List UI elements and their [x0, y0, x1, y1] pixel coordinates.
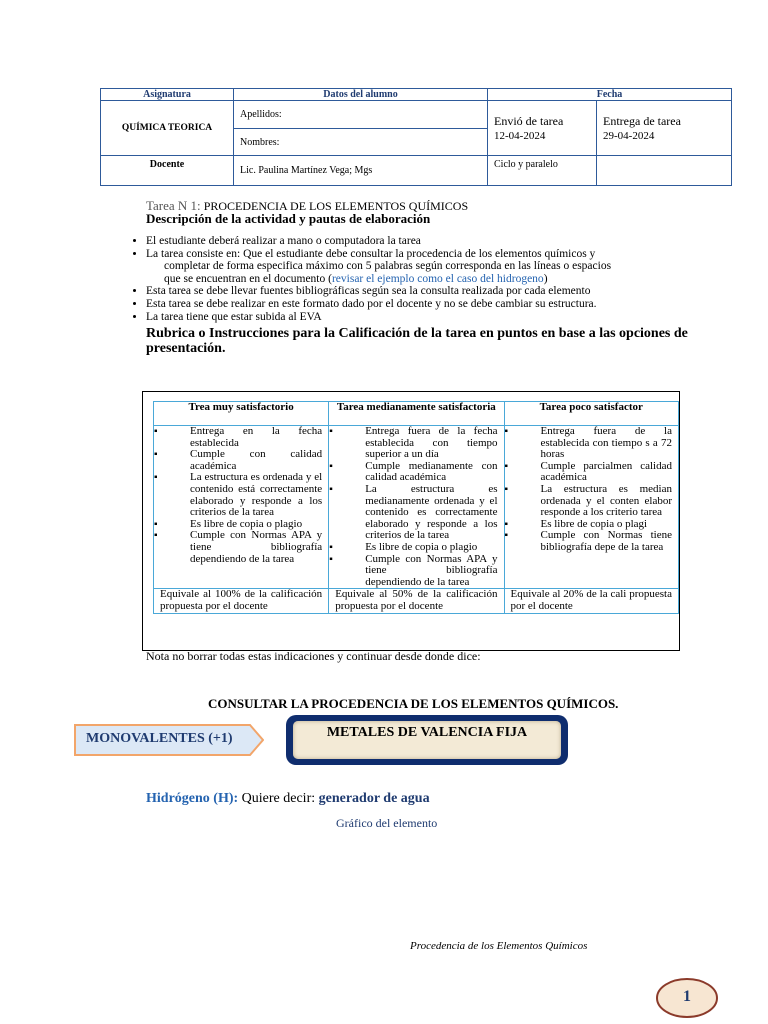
- rubric-criterion: ▪ Es libre de copia o plagio: [190, 519, 322, 531]
- metales-title: METALES DE VALENCIA FIJA: [326, 725, 528, 740]
- rubric-criterion: ▪ Entrega fuera de la establecida con tiempo s a 72 horas: [541, 426, 673, 461]
- rubric-criterion: ▪ La estructura es ordenada y el contenido está correctamente elaborado y responde a los criterios de la tarea: [190, 472, 322, 518]
- envio-label: Envió de tarea: [494, 113, 564, 128]
- rubric-criterion: ▪ Cumple con Normas APA y tiene bibliografía dependiendo de la tarea: [365, 554, 497, 589]
- list-item: • Esta tarea se debe realizar en este formato dado por el docente y no se debe cambiar su estructura.: [146, 298, 726, 311]
- rubric-header: Tarea poco satisfactor: [504, 402, 679, 426]
- metales-inner: [293, 721, 561, 759]
- entrega-cell: [597, 101, 732, 156]
- rubric-criterion: ▪ Entrega fuera de la fecha establecida con tiempo superior a un día: [365, 426, 497, 461]
- page-footer: Procedencia de los Elementos Químicos: [410, 940, 588, 952]
- hidrogeno-label: Hidrógeno (H):: [146, 791, 239, 806]
- entrega-label: Entrega de tarea: [603, 113, 681, 128]
- instructions-list: [110, 235, 726, 323]
- header-asignatura: Asignatura: [101, 89, 234, 101]
- rubric-criterion: ▪ Cumple con calidad académica: [190, 449, 322, 472]
- list-item: • La tarea tiene que estar subida al EVA: [146, 311, 726, 324]
- ciclo-value[interactable]: [597, 156, 732, 186]
- ciclo-label: Ciclo y paralelo: [488, 156, 597, 186]
- nota-text: Nota no borrar todas estas indicaciones y continuar desde donde dice:: [146, 649, 481, 663]
- rubric-equivalence: Equivale al 50% de la calificación propuesta por el docente: [329, 589, 504, 613]
- rubric-criterion: ▪ Cumple con Normas APA y tiene bibliografía dependiendo de la tarea: [190, 530, 322, 565]
- list-item-text: completar de forma especifica máximo con 5 palabras según corresponda en las líneas o espacios: [164, 260, 612, 273]
- rubric-box: [142, 391, 680, 651]
- grafico-label: Gráfico del elemento: [336, 816, 438, 830]
- header-table: [100, 88, 732, 186]
- rubric-criterion: ▪ Cumple medianamente con calidad académica: [365, 461, 497, 484]
- nombres-field[interactable]: Nombres:: [234, 129, 488, 156]
- list-item: • El estudiante deberá realizar a mano o computadora la tarea: [146, 235, 726, 248]
- list-item-text: que se encuentran en el documento (: [164, 272, 332, 285]
- rubric-criterion: ▪ Cumple con Normas tiene bibliografía depe de la tarea: [541, 530, 673, 553]
- rubric-col-2: [329, 426, 504, 589]
- header-fecha: Fecha: [488, 89, 732, 101]
- asignatura-value: QUÍMICA TEORICA: [101, 101, 234, 156]
- rubric-criterion: ▪ Es libre de copia o plagi: [541, 519, 673, 531]
- rubric-equivalence: Equivale al 100% de la calificación propuesta por el docente: [154, 589, 329, 613]
- list-item: [146, 248, 726, 286]
- rubric-col-3: [504, 426, 679, 589]
- apellidos-field[interactable]: Apellidos:: [234, 101, 488, 129]
- rubrica-title: Rubrica o Instrucciones para la Calificación de la tarea en puntos en base a las opciones de presentación.: [146, 326, 688, 356]
- envio-cell: [488, 101, 597, 156]
- rubric-criterion: ▪ Es libre de copia o plagio: [365, 542, 497, 554]
- tarea-name: PROCEDENCIA DE LOS ELEMENTOS QUÍMICOS: [203, 199, 469, 213]
- tarea-label: Tarea N 1:: [146, 198, 201, 213]
- docente-label: Docente: [101, 156, 234, 186]
- hidrogeno-line: [146, 791, 430, 807]
- rubric-criterion: ▪ Cumple parcialmen calidad académica: [541, 461, 673, 484]
- section-title: CONSULTAR LA PROCEDENCIA DE LOS ELEMENTOS QUÍMICOS.: [208, 696, 619, 711]
- metales-box: [286, 715, 568, 765]
- page-number-badge: [656, 978, 718, 1018]
- rubric-header: Trea muy satisfactorio: [154, 402, 329, 426]
- rubric-col-1: [154, 426, 329, 589]
- docente-value: Lic. Paulina Martínez Vega; Mgs: [234, 156, 488, 186]
- rubric-table: [153, 401, 679, 614]
- rubric-equivalence: Equivale al 20% de la cali propuesta por el docente: [504, 589, 679, 613]
- rubric-criterion: ▪ Entrega en la fecha establecida: [190, 426, 322, 449]
- rubric-criterion: ▪ La estructura es medianamente ordenada y el contenido es correctamente elaborado y responde a los criterios de la tarea: [365, 484, 497, 542]
- list-item-text: ): [543, 272, 548, 285]
- envio-date: 12-04-2024: [494, 129, 546, 142]
- list-item-text: La tarea consiste en: Que el estudiante debe consultar la procedencia de los elementos químicos y: [146, 247, 596, 260]
- example-link[interactable]: revisar el ejemplo como el caso del hidrogeno: [331, 272, 544, 285]
- monovalentes-label: MONOVALENTES (+1): [86, 731, 233, 746]
- hidrogeno-text: Quiere decir:: [238, 791, 319, 806]
- tarea-description: Descripción de la actividad y pautas de elaboración: [146, 211, 431, 226]
- header-datos-alumno: Datos del alumno: [234, 89, 488, 101]
- rubric-criterion: ▪ La estructura es median ordenada y el conten elabor responde a los criterio tarea: [541, 484, 673, 519]
- hidrogeno-value: generador de agua: [318, 791, 430, 806]
- page-number: 1: [683, 988, 691, 1005]
- monovalentes-arrow: [74, 724, 264, 756]
- rubric-header: Tarea medianamente satisfactoria: [329, 402, 504, 426]
- entrega-date: 29-04-2024: [603, 129, 655, 142]
- list-item: • Esta tarea se debe llevar fuentes bibliográficas según sea la consulta realizada por cada elemento: [146, 285, 726, 298]
